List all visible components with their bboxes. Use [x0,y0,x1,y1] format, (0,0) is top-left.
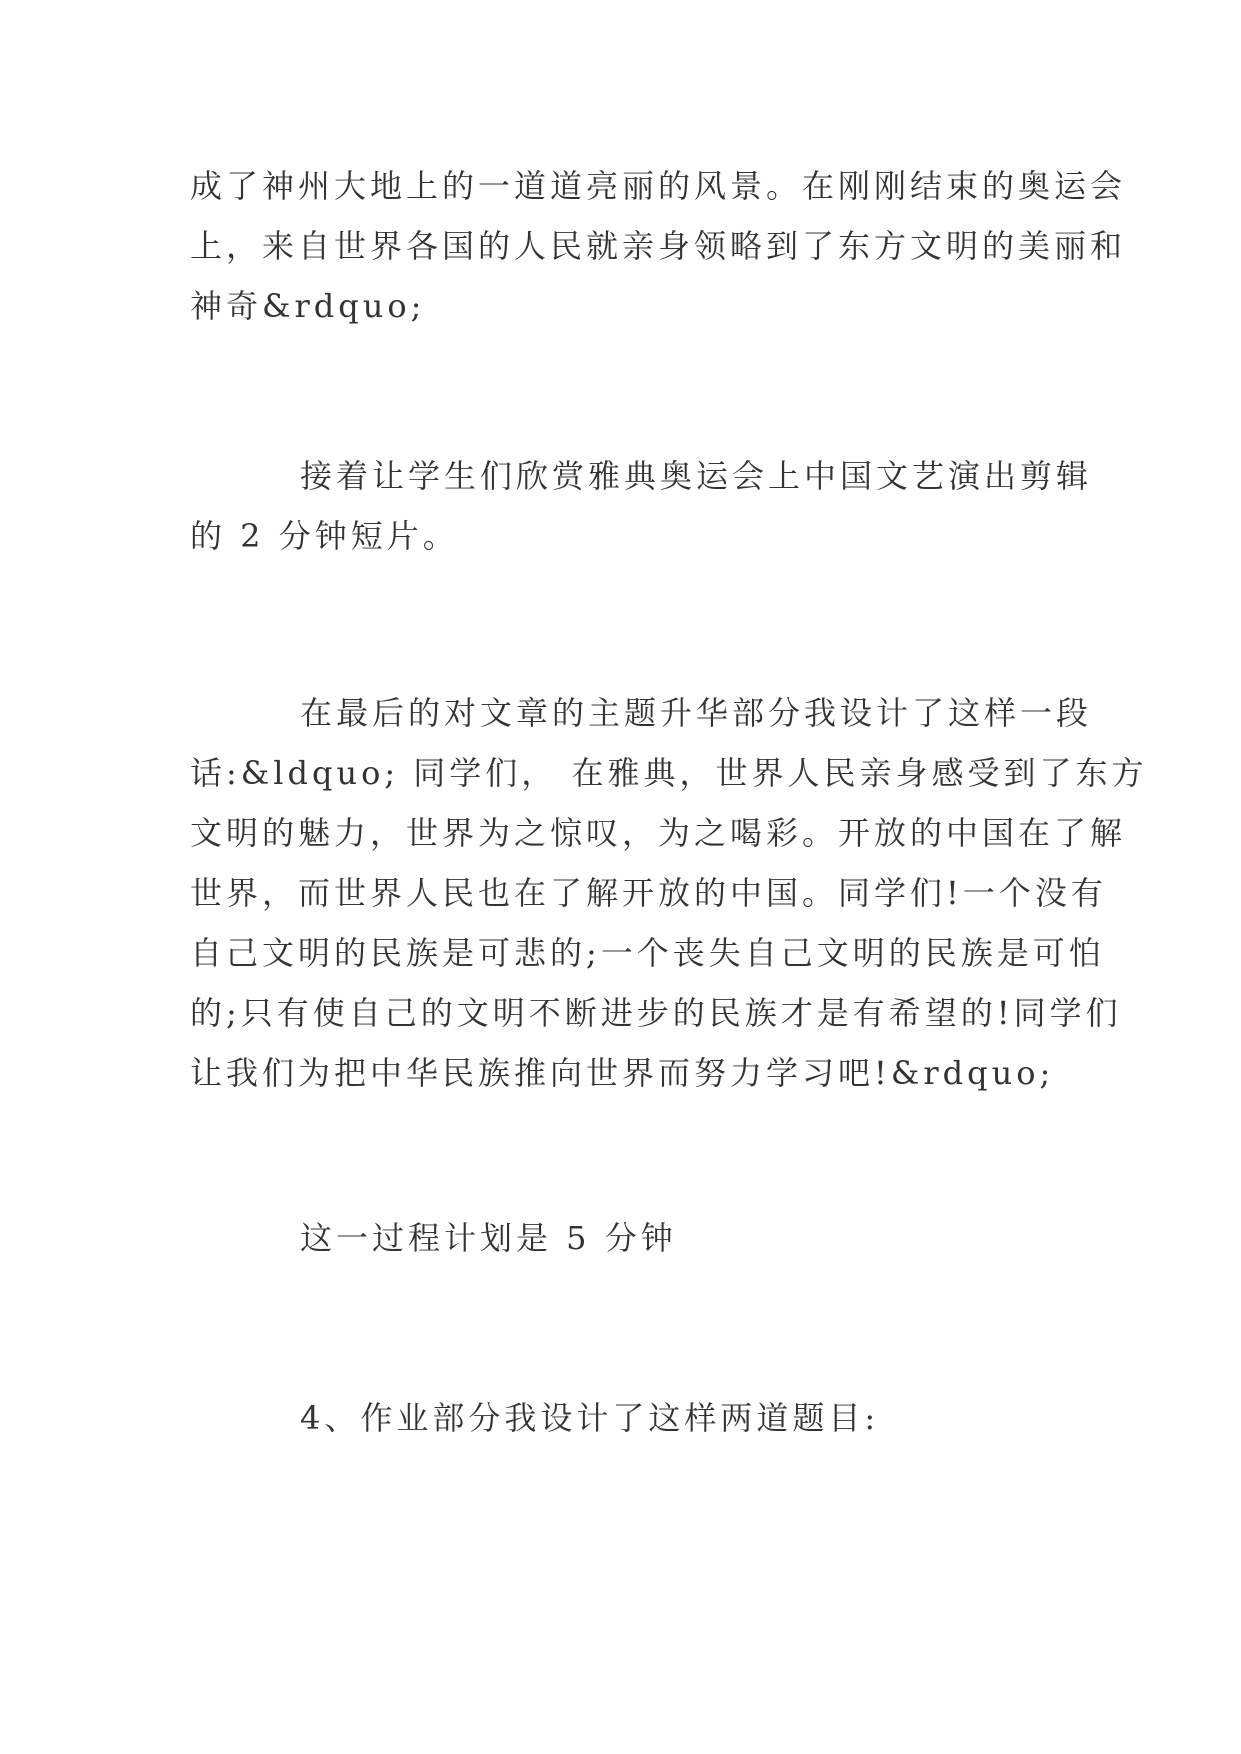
paragraph-line: 的;只有使自己的文明不断进步的民族才是有希望的!同学们 [190,994,1122,1032]
paragraph-line: 上，来自世界各国的人民就亲身领略到了东方文明的美丽和 [190,227,1127,265]
paragraph-line: 接着让学生们欣赏雅典奥运会上中国文艺演出剪辑 [300,457,1093,495]
paragraph-time-plan [190,1208,1060,1268]
paragraph-closing-quote [190,156,1127,336]
paragraph-theme-speech [190,683,1148,1103]
paragraph-line: 自己文明的民族是可悲的;一个丧失自己文明的民族是可怕 [190,934,1105,972]
paragraph-homework [190,1388,1060,1448]
paragraph-line: 成了神州大地上的一道道亮丽的风景。在刚刚结束的奥运会 [190,167,1127,205]
paragraph-line: 让我们为把中华民族推向世界而努力学习吧!&rdquo; [190,1054,1055,1092]
paragraph-line: 世界，而世界人民也在了解开放的中国。同学们!一个没有 [190,874,1107,912]
paragraph-line: 的 2 分钟短片。 [190,517,459,555]
paragraph-line: 这一过程计划是 5 分钟 [300,1219,677,1257]
paragraph-line: 话:&ldquo; 同学们， 在雅典，世界人民亲身感受到了东方 [190,754,1148,792]
paragraph-video-clip [190,446,1093,566]
paragraph-line: 在最后的对文章的主题升华部分我设计了这样一段 [300,694,1093,732]
paragraph-line: 神奇&rdquo; [190,287,426,325]
paragraph-line: 文明的魅力，世界为之惊叹，为之喝彩。开放的中国在了解 [190,814,1127,852]
paragraph-line: 4、作业部分我设计了这样两道题目: [300,1399,880,1437]
